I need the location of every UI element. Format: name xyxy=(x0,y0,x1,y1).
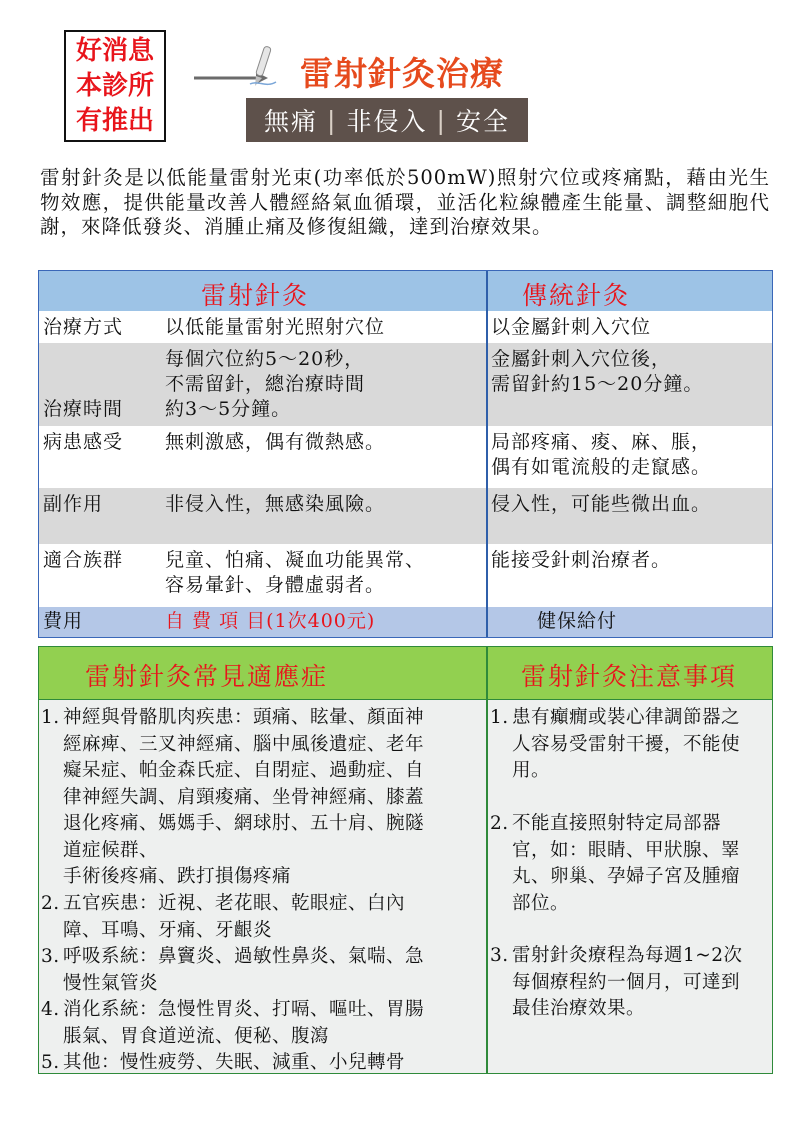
precautions-title: 雷射針灸注意事項 xyxy=(521,662,738,691)
traditional-cell: 局部疼痛、痠、麻、脹， 偶有如電流般的走竄感。 xyxy=(491,431,712,478)
table-row xyxy=(39,426,772,488)
column-header-traditional: 傳統針灸 xyxy=(522,281,631,310)
column-divider xyxy=(486,271,488,637)
traditional-cell: 金屬針刺入穴位後， 需留針約15～20分鐘。 xyxy=(491,348,704,395)
row-label: 病患感受 xyxy=(43,431,124,453)
laser-pen-icon xyxy=(246,44,280,90)
item-text: 五官疾患：近視、老花眼、乾眼症、白內 障、耳鳴、牙痛、牙齦炎 xyxy=(63,893,406,941)
intro-paragraph: 雷射針灸是以低能量雷射光束(功率低於500mW)照射穴位或疼痛點，藉由光生物效應，提供能量改善人體經絡氣血循環，並活化粒線體產生能量、調整細胞代謝，來降低發炎、消腫止痛及修復組織，達到治療效果。 xyxy=(40,166,770,238)
section-header-row xyxy=(39,647,772,700)
column-divider xyxy=(486,647,488,1073)
traditional-cell: 侵入性，可能些微出血。 xyxy=(491,493,712,515)
item-text: 消化系統：急慢性胃炎、打嗝、嘔吐、胃腸 脹氣、胃食道逆流、便秘、腹瀉 xyxy=(63,999,425,1047)
row-label: 副作用 xyxy=(43,493,104,515)
item-number: 4. xyxy=(41,999,60,1020)
item-text: 雷射針灸療程為每週1~2次 每個療程約一個月，可達到 最佳治療效果。 xyxy=(512,945,743,1019)
item-number: 1. xyxy=(41,707,60,728)
tag-separator: | xyxy=(436,105,447,135)
item-text: 其他：慢性疲勞、失眠、減重、小兒轉骨 xyxy=(63,1052,406,1073)
tag-separator: | xyxy=(327,105,338,135)
fee-insurance: 健保給付 xyxy=(537,610,618,632)
item-text: 呼吸系統：鼻竇炎、過敏性鼻炎、氣喘、急 慢性氣管炎 xyxy=(63,946,425,994)
row-label: 治療方式 xyxy=(43,316,124,338)
table-row xyxy=(39,311,772,343)
item-number: 3. xyxy=(490,945,509,966)
table-row xyxy=(39,343,772,426)
item-number: 2. xyxy=(41,893,60,914)
indications-title: 雷射針灸常見適應症 xyxy=(85,662,329,691)
item-text: 神經與骨骼肌肉疾患：頭痛、眩暈、顏面神 經麻痺、三叉神經痛、腦中風後遺症、老年 癡呆症、帕金森氏症、自閉症、過動症、自 律神經失調、肩頸痠痛、坐骨神經痛、膝蓋 退化疼痛、媽媽手、網球肘、五十肩、腕隧 道症候群、 手術後疼痛、跌打損傷疼痛 xyxy=(63,707,425,887)
announce-line: 有推出 xyxy=(75,105,154,136)
laser-cell: 非侵入性，無感染風險。 xyxy=(165,493,386,515)
tag-noninvasive: 非侵入 xyxy=(346,107,428,136)
item-text: 不能直接照射特定局部器 官，如：眼睛、甲狀腺、睪 丸、卵巢、孕婦子宮及腫瘤 部位。 xyxy=(512,813,741,914)
row-label: 治療時間 xyxy=(43,398,124,420)
item-number: 1. xyxy=(490,707,509,728)
laser-cell: 無刺激感，偶有微熱感。 xyxy=(165,431,386,453)
row-label: 適合族群 xyxy=(43,549,124,571)
column-header-laser: 雷射針灸 xyxy=(201,281,310,310)
info-section xyxy=(38,646,773,1074)
laser-cell: 兒童、怕痛、凝血功能異常、 容易暈針、身體虛弱者。 xyxy=(165,549,426,596)
comparison-table xyxy=(38,270,773,638)
traditional-cell: 以金屬針刺入穴位 xyxy=(491,316,652,338)
item-number: 2. xyxy=(490,813,509,834)
table-header-row xyxy=(39,271,772,311)
page-title: 雷射針灸治療 xyxy=(300,54,504,93)
tag-painless: 無痛 xyxy=(264,107,319,136)
laser-cell: 每個穴位約5～20秒， 不需留針，總治療時間 約3～5分鐘。 xyxy=(165,348,366,420)
tag-safe: 安全 xyxy=(455,107,510,136)
table-row-fee xyxy=(39,607,772,637)
laser-cell: 以低能量雷射光照射穴位 xyxy=(165,316,386,338)
announce-line: 好消息 xyxy=(75,35,154,66)
feature-tag-bar xyxy=(246,98,528,142)
announce-line: 本診所 xyxy=(75,70,154,101)
item-number: 3. xyxy=(41,946,60,967)
traditional-cell: 能接受針刺治療者。 xyxy=(491,549,672,571)
table-row xyxy=(39,544,772,607)
table-row xyxy=(39,488,772,544)
item-number: 5. xyxy=(41,1052,60,1073)
fee-self-pay: 自 費 項 目(1次400元) xyxy=(165,610,376,632)
item-text: 患有癲癇或裝心律調節器之 人容易受雷射干擾，不能使 用。 xyxy=(512,707,741,781)
announcement-box xyxy=(64,30,166,142)
row-label: 費用 xyxy=(43,610,84,632)
